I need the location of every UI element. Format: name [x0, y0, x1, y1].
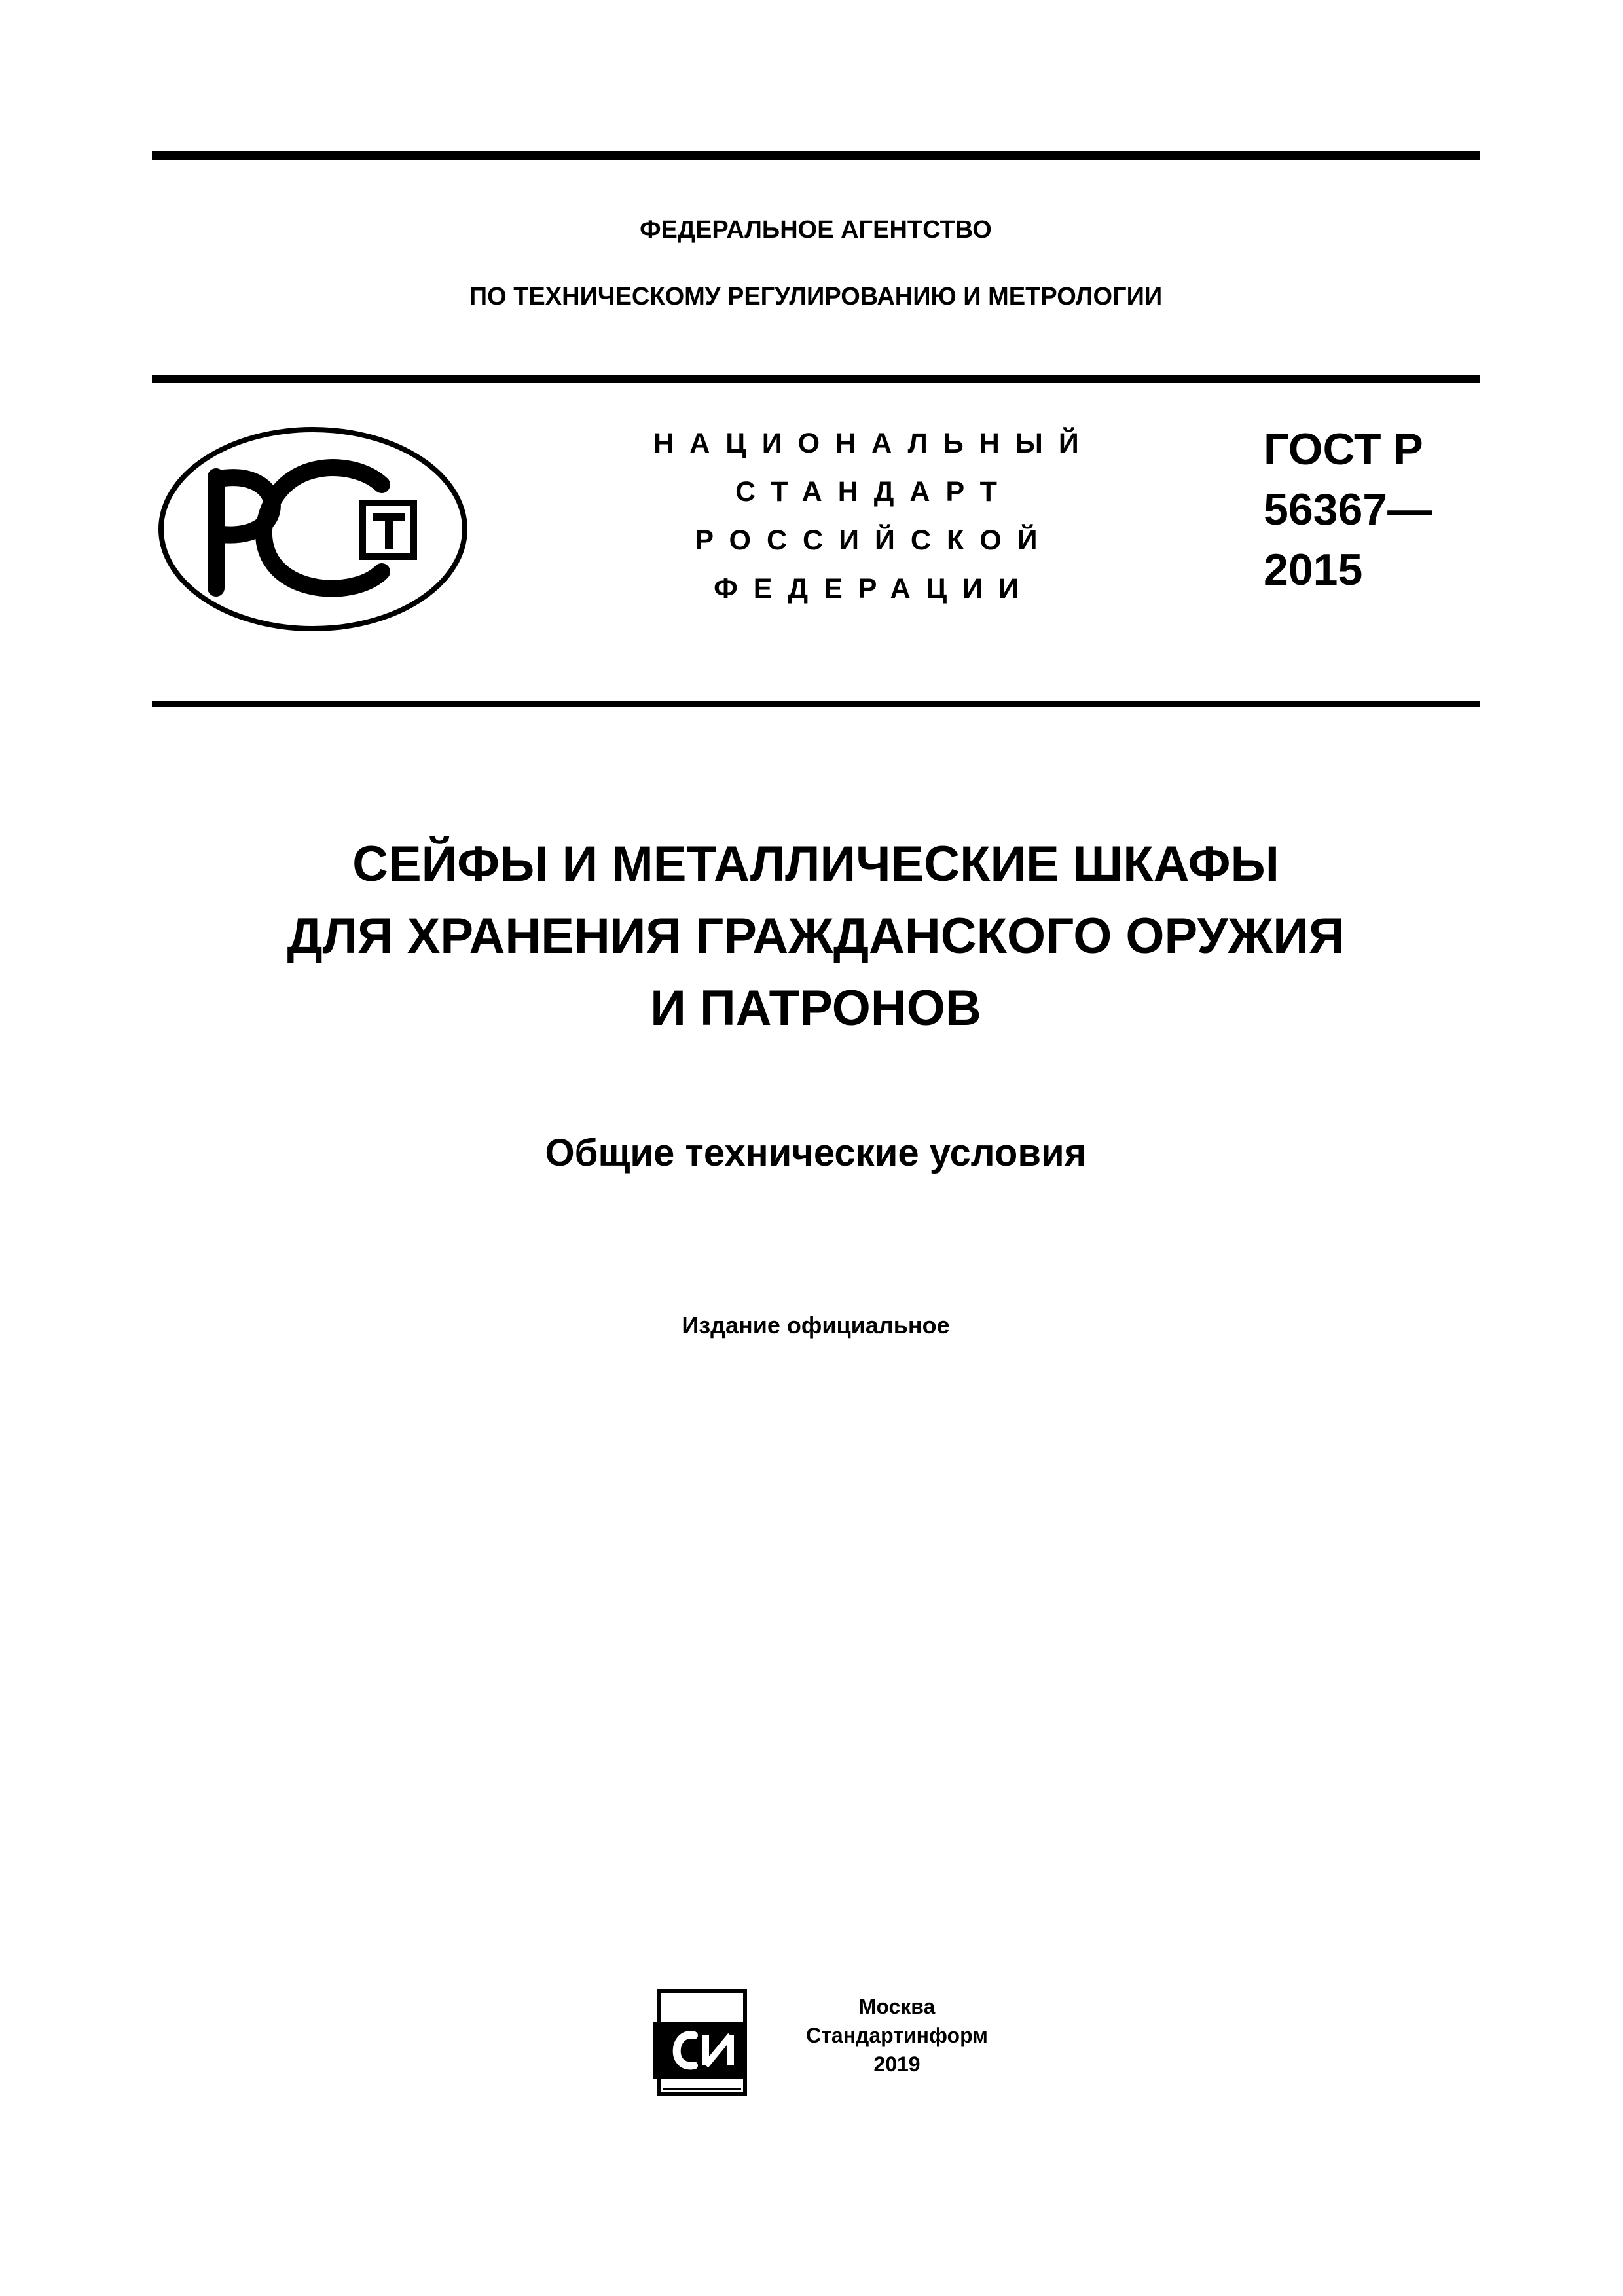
national-standard-line-1: НАЦИОНАЛЬНЫЙ	[653, 428, 1095, 459]
rst-logo-icon	[156, 424, 470, 634]
national-standard-label	[629, 419, 1120, 613]
header-bottom-rule	[152, 701, 1480, 707]
agency-name-line-1: ФЕДЕРАЛЬНОЕ АГЕНТСТВО	[640, 216, 992, 244]
standartinform-logo-icon	[653, 1984, 752, 2102]
document-title	[152, 828, 1480, 1045]
designation-line-1: ГОСТ Р	[1264, 424, 1423, 474]
publisher-city: Москва	[858, 1995, 936, 2018]
national-standard-line-2: СТАНДАРТ	[735, 476, 1013, 508]
publisher-block	[773, 1992, 1021, 2079]
publisher-name: Стандартинформ	[806, 2024, 988, 2047]
designation-line-2: 56367—	[1264, 485, 1432, 534]
standard-designation	[1264, 419, 1432, 600]
agency-name-line-2: ПО ТЕХНИЧЕСКОМУ РЕГУЛИРОВАНИЮ И МЕТРОЛОГИИ	[469, 283, 1163, 310]
top-rule	[152, 151, 1480, 160]
national-standard-line-4: ФЕДЕРАЦИИ	[714, 573, 1034, 604]
national-standard-line-3: РОССИЙСКОЙ	[695, 525, 1053, 556]
designation-line-3: 2015	[1264, 545, 1363, 595]
title-line-3: И ПАТРОНОВ	[650, 980, 981, 1036]
document-subtitle: Общие технические условия	[545, 1132, 1087, 1174]
title-line-1: СЕЙФЫ И МЕТАЛЛИЧЕСКИЕ ШКАФЫ	[352, 836, 1279, 892]
title-line-2: ДЛЯ ХРАНЕНИЯ ГРАЖДАНСКОГО ОРУЖИЯ	[287, 908, 1345, 964]
edition-label: Издание официальное	[682, 1312, 950, 1339]
agency-bottom-rule	[152, 375, 1480, 383]
publisher-year: 2019	[873, 2052, 921, 2076]
